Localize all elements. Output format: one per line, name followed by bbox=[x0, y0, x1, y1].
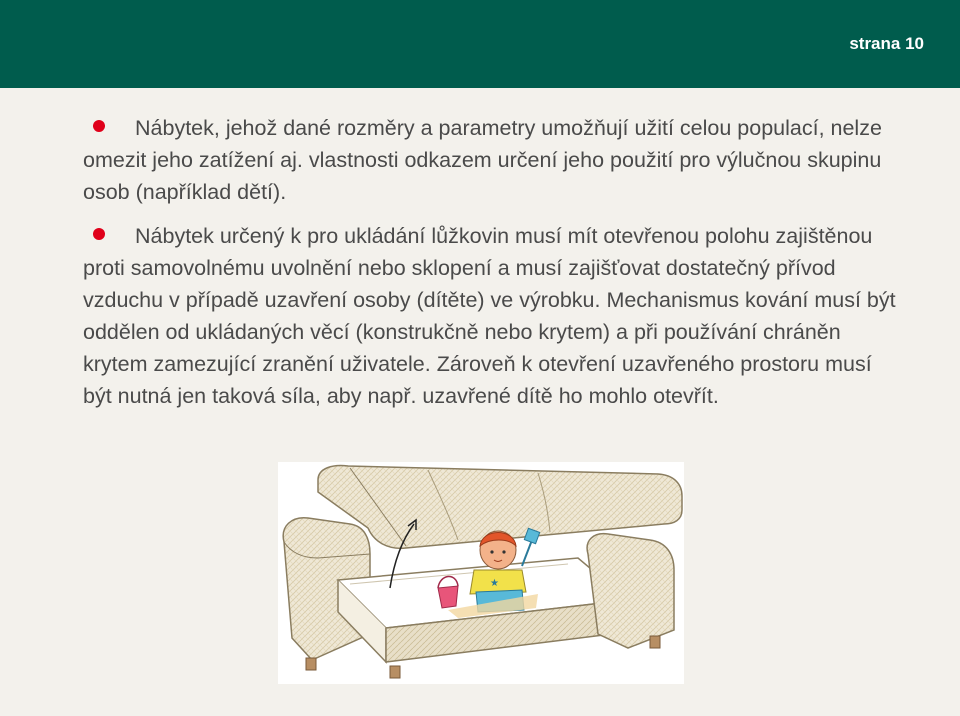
header-bar bbox=[0, 0, 960, 88]
bullet-text: Nábytek, jehož dané rozměry a parametry umožňují užití celou populací, nelze omezit jeho zatížení aj. vlastnosti odkazem určení jeho použití pro výlučnou skupinu osob (například dětí). bbox=[83, 116, 882, 204]
bullet-item-1 bbox=[83, 112, 903, 208]
bullet-icon bbox=[93, 228, 105, 240]
bullet-icon bbox=[93, 120, 105, 132]
bullet-text: Nábytek určený k pro ukládání lůžkovin musí mít otevřenou polohu zajištěnou proti samovolnému uvolnění nebo sklopení a musí zajišťovat dostatečný přívod vzduchu v případě uzavření osoby (dítěte) ve výrobku. Mechanismus kování musí být oddělen od ukládaných věcí (konstrukčně nebo krytem) a při používání chráněn krytem zamezující zranění uživatele. Zároveň k otevření uzavřeného prostoru musí být nutná jen taková síla, aby např. uzavřené dítě ho mohlo otevřít. bbox=[83, 224, 896, 408]
content bbox=[83, 112, 903, 412]
page-number: strana 10 bbox=[849, 34, 924, 53]
svg-text:★: ★ bbox=[490, 578, 499, 589]
sofa-storage-with-child-icon bbox=[278, 462, 684, 684]
bullet-item-2 bbox=[83, 220, 903, 412]
